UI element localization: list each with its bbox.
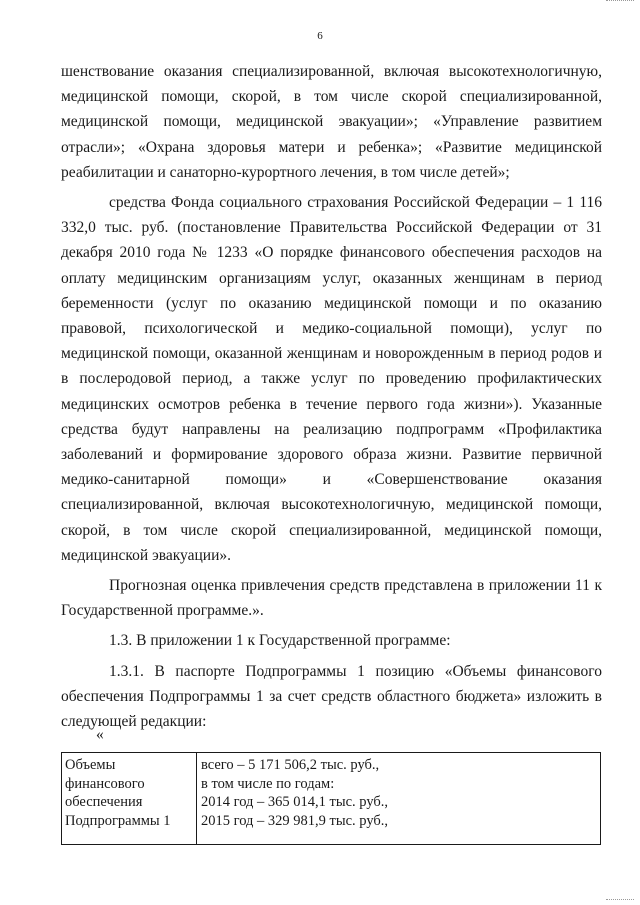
opening-quote-mark: « bbox=[96, 726, 104, 743]
scan-mark-top bbox=[606, 0, 634, 3]
value-line-total: всего – 5 171 506,2 тыс. руб., bbox=[201, 757, 380, 773]
label-line: финансового bbox=[65, 775, 145, 792]
value-line-2015: 2015 год – 329 981,9 тыс. руб., bbox=[201, 812, 389, 829]
table-value-cell bbox=[197, 753, 601, 845]
paragraph-social-insurance-fund: средства Фонда социального страхования Российской Федерации – 1 116 332,0 тыс. руб. (постановление Правительства Российской Федерации от 31 декабря 2010 года № 1233 «О порядке финансового обеспечения расходов на оплату медицинским организациям услуг, оказанных женщинам в период беременности (услуг по оказанию медицинской помощи и по оказанию правовой, психологической и медико-социальной помощи), услуг по медицинской помощи, оказанной женщинам и новорожденным в период родов и в послеродовой период, а также услуг по проведению профилактических медицинских осмотров ребенка в течение первого года жизни»). Указанные средства будут направлены на реализацию подпрограмм «Профилактика заболеваний и формирование здорового образа жизни. Развитие первичной медико-санитарной помощи» и «Совершенствование оказания специализированной, включая высокотехнологичную, медицинской помощи, скорой, в том числе скорой специализированной, медицинской помощи, медицинской эвакуации». bbox=[61, 194, 602, 564]
value-line-2014: 2014 год – 365 014,1 тыс. руб., bbox=[201, 794, 389, 810]
label-line: Объемы bbox=[65, 757, 116, 773]
scan-mark-bottom bbox=[606, 899, 634, 902]
page-number: 6 bbox=[317, 30, 323, 42]
paragraph-continuation: шенствование оказания специализированной, включая высокотехнологичную, медицинской помощи, скорой, в том числе скорой специализированной, медицинской помощи, медицинской эвакуации»; «Управление развитием отрасли»; «Охрана здоровья матери и ребенка»; «Развитие медицинской реабилитации и санаторно-курортного лечения, в том числе детей»; bbox=[61, 63, 602, 181]
financing-table bbox=[61, 752, 601, 845]
paragraph-item-1-3-1: 1.3.1. В паспорте Подпрограммы 1 позицию «Объемы финансового обеспечения Подпрограммы 1 за счет средств областного бюджета» изложить в следующей редакции: bbox=[61, 662, 602, 731]
label-line: обеспечения bbox=[65, 794, 143, 810]
paragraph-item-1-3: 1.3. В приложении 1 к Государственной программе: bbox=[109, 632, 451, 650]
paragraph-forecast: Прогнозная оценка привлечения средств представлена в приложении 11 к Государственной программе.». bbox=[61, 577, 602, 620]
table-label-cell bbox=[62, 753, 197, 845]
value-line-by-years: в том числе по годам: bbox=[201, 775, 335, 792]
document-body bbox=[61, 59, 602, 734]
label-line: Подпрограммы 1 bbox=[65, 812, 171, 829]
table-row bbox=[62, 753, 601, 845]
